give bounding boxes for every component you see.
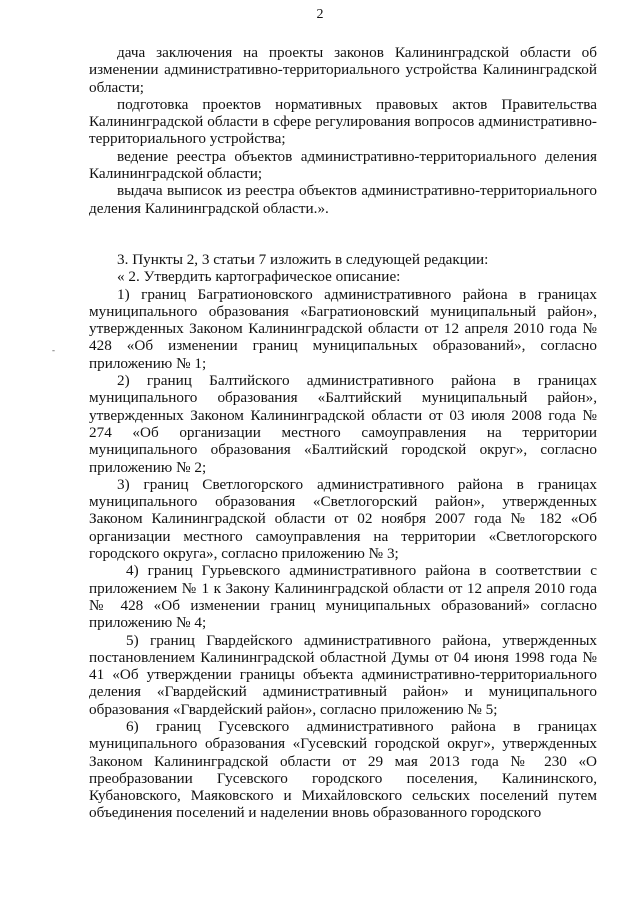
paragraph-item-5: 5) границ Гвардейского административного района, утвержденных постановлением Калининградской областной Думы от 04 июня 1998 года № 41 «Об утверждении границы объекта административно-территориального деления «Гвардейский административный район» и муниципального образования «Гвардейский район», согласно приложению № 5; <box>89 631 597 718</box>
paragraph-point-3: 3. Пункты 2, 3 статьи 7 изложить в следующей редакции: <box>117 250 489 268</box>
paragraph-item-4: 4) границ Гурьевского административного района в соответствии с приложением № 1 к Закону Калининградской области от 12 апреля 2010 года № 428 «Об изменении границ муниципальных образований» согласно приложению № 4; <box>89 562 597 632</box>
paragraph-item-1: 1) границ Багратионовского административного района в границах муниципального образования «Багратионовский муниципальный район», утвержденных Законом Калининградской области от 12 апреля 2010 года № 428 «Об изменении границ муниципальных образований», согласно приложению № 1; <box>89 285 597 372</box>
paragraph-registry: ведение реестра объектов административно-территориального деления Калининградской области; <box>89 147 597 183</box>
paragraph-extracts: выдача выписок из реестра объектов административно-территориального деления Калининградской области.». <box>89 182 597 217</box>
page-number: 2 <box>316 7 324 22</box>
document-body <box>89 44 597 822</box>
paragraph-item-3: 3) границ Светлогорского административного района в границах муниципального образования «Светлогорский район», утвержденных Законом Калининградской области от 02 ноября 2007 года № 182 «Об организации местного самоуправления на территории «Светлогорского городского округа», согласно приложению № 3; <box>89 475 597 563</box>
paragraph-approve: « 2. Утвердить картографическое описание: <box>117 268 401 286</box>
paragraph-preparation: подготовка проектов нормативных правовых актов Правительства Калининградской области в сфере регулирования вопросов административно-территориального устройства; <box>89 95 597 148</box>
paragraph-gap <box>89 217 597 251</box>
margin-mark: - <box>52 345 55 355</box>
paragraph-item-6: 6) границ Гусевского административного района в границах муниципального образования «Гусевский городской округ», утвержденных Законом Калининградской области от 29 мая 2013 года № 230 «О преобразовании Гусевского городского поселения, Калининского, Кубановского, Маяковского и Михайловского сельских поселений путем объединения поселений и наделении вновь образованного городского <box>89 717 597 822</box>
paragraph-conclusion: дача заключения на проекты законов Калининградской области об изменении административно-территориального устройства Калининградской области; <box>89 44 597 96</box>
paragraph-item-2: 2) границ Балтийского административного района в границах муниципального образования «Балтийский муниципальный район», утвержденных Законом Калининградской области от 03 июля 2008 года № 274 «Об организации местного самоуправления на территории муниципального образования «Балтийский городской округ», согласно приложению № 2; <box>89 372 597 476</box>
